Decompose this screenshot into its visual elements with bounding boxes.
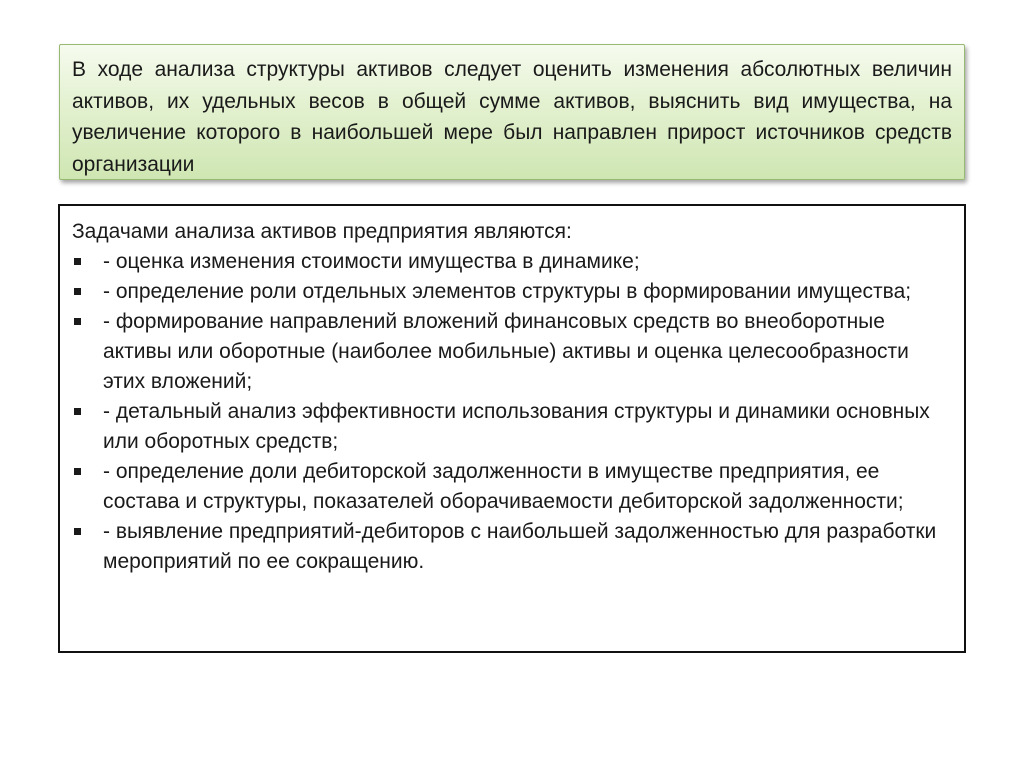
tasks-box (58, 204, 966, 653)
square-bullet-icon (74, 468, 81, 475)
list-item-text: - определение доли дебиторской задолженности в имуществе предприятия, ее состава и структуры, показателей оборачиваемости дебиторской задолженности; (103, 460, 904, 513)
tasks-title: Задачами анализа активов предприятия являются: (72, 220, 572, 243)
list-item (72, 277, 952, 307)
list-item (72, 457, 952, 517)
square-bullet-icon (74, 288, 81, 295)
list-item-text: - оценка изменения стоимости имущества в динамике; (103, 250, 640, 273)
square-bullet-icon (74, 408, 81, 415)
list-item-text: - определение роли отдельных элементов структуры в формировании имущества; (103, 280, 912, 303)
list-item-text: - детальный анализ эффективности использования структуры и динамики основных или оборотных средств; (103, 400, 930, 453)
list-item-text: - формирование направлений вложений финансовых средств во внеоборотные активы или оборотные (наиболее мобильные) активы и оценка целесообразности этих вложений; (103, 310, 909, 393)
list-item (72, 517, 952, 577)
square-bullet-icon (74, 318, 81, 325)
list-item-text: - выявление предприятий-дебиторов с наибольшей задолженностью для разработки мероприятий по ее сокращению. (103, 520, 937, 573)
square-bullet-icon (74, 258, 81, 265)
list-item (72, 247, 952, 277)
square-bullet-icon (74, 528, 81, 535)
list-item (72, 307, 952, 397)
tasks-list (72, 247, 952, 577)
list-item (72, 397, 952, 457)
intro-text: В ходе анализа структуры активов следует оценить изменения абсолютных величин активов, их удельных весов в общей сумме активов, выяснить вид имущества, на увеличение которого в наибольшей мере был направлен прирост источников средств организации (72, 58, 952, 176)
intro-callout (59, 44, 965, 180)
